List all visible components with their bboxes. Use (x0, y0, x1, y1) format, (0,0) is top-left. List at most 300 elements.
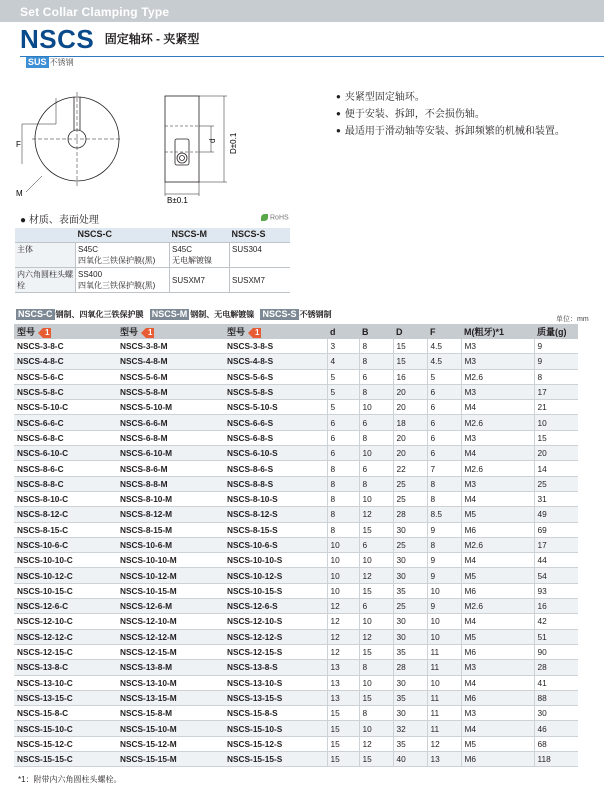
spec-cell: 9 (427, 522, 461, 537)
spec-cell: 8 (427, 537, 461, 552)
spec-cell: M6 (461, 644, 534, 659)
spec-cell: M6 (461, 752, 534, 767)
spec-cell: 10 (534, 415, 578, 430)
part-number-cell: NSCS-10-10-S (224, 553, 327, 568)
spec-cell: 4.5 (427, 339, 461, 354)
part-number-cell: NSCS-13-15-C (14, 690, 117, 705)
spec-cell: 30 (393, 553, 427, 568)
spec-cell: 12 (359, 736, 393, 751)
spec-cell: 15 (327, 721, 359, 736)
spec-cell: 13 (327, 675, 359, 690)
table-row (14, 721, 578, 736)
product-code: NSCS (20, 24, 95, 54)
part-number-cell: NSCS-10-15-C (14, 583, 117, 598)
feature-item: ● 最适用于滑动轴等安装、拆卸频繁的机械和装置。 (336, 126, 565, 137)
spec-cell: 6 (427, 430, 461, 445)
spec-cell: M4 (461, 614, 534, 629)
table-row (14, 491, 578, 506)
spec-cell: 8 (427, 476, 461, 491)
part-number-cell: NSCS-15-10-C (14, 721, 117, 736)
spec-cell: 12 (427, 736, 461, 751)
part-number-cell: NSCS-5-10-S (224, 400, 327, 415)
spec-cell: M3 (461, 660, 534, 675)
spec-cell: M4 (461, 553, 534, 568)
feature-list (336, 89, 565, 140)
spec-cell: 8 (427, 491, 461, 506)
spec-cell: 10 (327, 568, 359, 583)
spec-cell: 15 (359, 644, 393, 659)
spec-table: 型号 1 型号 1 型号 1 d B D F M(粗牙)*1 质量(g) NSCS-3-8-C NSCS-3-8-M NSCS-3-8-S 3 8 15 4.5 M3 9 NSCS-4-8-C NSCS-4-8-M NSCS-4-8-S 4 8 15 4.5 M3 9 NSCS-5-6-C NSCS-5-6-M NSCS-5-6-S 5 6 16 5 M2.6 8 NSCS-5-8-C NSCS-5-8-M NSCS-5-8-S 5 8 20 6 M3 17 NSCS-5-10-C NSCS-5-10-M NSCS-5-10-S 5 10 20 6 M4 21 NSCS-6-6-C NSCS-6-6-M NSCS-6-6-S 6 6 18 6 M2.6 10 NSCS-6-8-C NSCS-6-8-M NSCS-6-8-S 6 8 20 6 M3 15 NSCS-6-10-C NSCS-6-10-M NSCS-6-10-S 6 10 20 6 M4 20 NSCS-8-6-C NSCS-8-6-M NSCS-8-6-S 8 6 22 7 M2.6 14 NSCS-8-8-C NSCS-8-8-M NSCS-8-8-S 8 8 25 8 M3 25 NSCS-8-10-C NSCS-8-10-M NSCS-8-10-S 8 10 25 8 M4 31 NSCS-8-12-C NSCS-8-12-M NSCS-8-12-S 8 12 28 8.5 M5 49 NSCS-8-15-C NSCS-8-15-M NSCS-8-15-S 8 15 30 9 M6 69 NSCS-10-6-C NSCS-10-6-M NSCS-10-6-S 10 6 25 8 M2.6 17 NSCS-10-10-C NSCS-10-10-M NSCS-10-10-S 10 10 30 9 M4 44 NSCS-10-12-C NSCS-10-12-M NSCS-10-12-S 10 12 30 9 M5 54 NSCS-10-15-C NSCS-10-15-M NSCS-10-15-S 10 15 35 10 M6 93 NSCS-12-6-C NSCS-12-6-M NSCS-12-6-S 12 6 25 9 M2.6 16 NSCS-12-10-C NSCS-12-10-M NSCS-12-10-S 12 10 30 10 M4 42 NSCS-12-12-C NSCS-12-12-M NSCS-12-12-S 12 12 30 10 M5 51 NSCS-12-15-C NSCS-12-15-M NSCS-12-15-S 12 15 35 11 M6 90 NSCS-13-8-C NSCS-13-8-M NSCS-13-8-S 13 8 28 11 M3 28 NSCS-13-10-C NSCS-13-10-M NSCS-13-10-S 13 10 30 10 M4 41 NSCS-13-15-C NSCS-13-15-M NSCS-13-15-S 13 15 35 11 M6 88 NSCS-15-8-C NSCS-15-8-M NSCS-15-8-S 15 8 30 11 M3 30 NSCS-15-10-C NSCS-15-10-M NSCS-15-10-S 15 10 32 11 M4 46 NSCS-15-12-C NSCS-15-12-M NSCS-15-12-S 15 12 35 12 M5 68 NSCS-15-15-C NSCS-15-15-M NSCS-15-15-S 15 15 40 13 M6 118 (14, 324, 578, 767)
part-number-cell: NSCS-12-15-S (224, 644, 327, 659)
spec-cell: 7 (427, 461, 461, 476)
part-number-cell: NSCS-15-12-S (224, 736, 327, 751)
spec-cell: M3 (461, 430, 534, 445)
part-number-cell: NSCS-5-10-C (14, 400, 117, 415)
part-number-cell: NSCS-15-10-M (117, 721, 224, 736)
spec-cell: 5 (327, 400, 359, 415)
spec-cell: 20 (393, 384, 427, 399)
table-row (14, 461, 578, 476)
spec-cell: 90 (534, 644, 578, 659)
table-row (14, 400, 578, 415)
spec-cell: M3 (461, 339, 534, 354)
part-number-cell: NSCS-12-6-C (14, 599, 117, 614)
part-number-cell: NSCS-8-15-M (117, 522, 224, 537)
spec-cell: 4.5 (427, 354, 461, 369)
spec-cell: 6 (327, 446, 359, 461)
spec-cell: 6 (427, 400, 461, 415)
part-number-cell: NSCS-5-8-M (117, 384, 224, 399)
part-number-cell: NSCS-12-6-M (117, 599, 224, 614)
part-number-cell: NSCS-8-6-S (224, 461, 327, 476)
table-row (14, 507, 578, 522)
spec-cell: M6 (461, 522, 534, 537)
spec-cell: 15 (359, 752, 393, 767)
part-number-cell: NSCS-5-6-S (224, 369, 327, 384)
table-row (14, 430, 578, 445)
spec-cell: M3 (461, 706, 534, 721)
part-number-cell: NSCS-6-6-S (224, 415, 327, 430)
spec-cell: 6 (359, 599, 393, 614)
spec-cell: 15 (359, 690, 393, 705)
part-number-cell: NSCS-6-8-C (14, 430, 117, 445)
spec-cell: 15 (393, 339, 427, 354)
spec-cell: M5 (461, 629, 534, 644)
spec-cell: M5 (461, 568, 534, 583)
spec-cell: 12 (359, 629, 393, 644)
spec-cell: 15 (359, 522, 393, 537)
spec-cell: 12 (327, 629, 359, 644)
spec-cell: 21 (534, 400, 578, 415)
spec-cell: 46 (534, 721, 578, 736)
part-number-cell: NSCS-6-10-M (117, 446, 224, 461)
spec-cell: 28 (393, 660, 427, 675)
spec-cell: 30 (393, 706, 427, 721)
part-number-cell: NSCS-10-12-M (117, 568, 224, 583)
spec-cell: 5 (327, 369, 359, 384)
spec-cell: 30 (393, 675, 427, 690)
spec-cell: 10 (327, 553, 359, 568)
part-number-cell: NSCS-12-10-C (14, 614, 117, 629)
part-number-cell: NSCS-13-15-M (117, 690, 224, 705)
spec-cell: 25 (534, 476, 578, 491)
table-row (14, 599, 578, 614)
label-m: M (16, 189, 23, 198)
part-number-cell: NSCS-10-12-C (14, 568, 117, 583)
part-number-cell: NSCS-4-8-C (14, 354, 117, 369)
part-number-cell: NSCS-13-8-C (14, 660, 117, 675)
spec-cell: 6 (359, 369, 393, 384)
part-number-cell: NSCS-5-10-M (117, 400, 224, 415)
spec-cell: 10 (427, 614, 461, 629)
part-number-cell: NSCS-10-10-M (117, 553, 224, 568)
spec-cell: M2.6 (461, 537, 534, 552)
spec-cell: 10 (327, 583, 359, 598)
spec-cell: 41 (534, 675, 578, 690)
spec-cell: 14 (534, 461, 578, 476)
part-number-cell: NSCS-8-15-S (224, 522, 327, 537)
spec-cell: M2.6 (461, 369, 534, 384)
part-number-cell: NSCS-5-6-C (14, 369, 117, 384)
spec-cell: M5 (461, 736, 534, 751)
spec-cell: 9 (427, 553, 461, 568)
spec-cell: M5 (461, 507, 534, 522)
part-number-cell: NSCS-10-12-S (224, 568, 327, 583)
part-number-cell: NSCS-12-10-M (117, 614, 224, 629)
spec-cell: M6 (461, 583, 534, 598)
leaf-icon (261, 214, 268, 221)
spec-cell: 30 (393, 614, 427, 629)
spec-cell: 8 (327, 507, 359, 522)
header-band (0, 0, 604, 22)
spec-cell: 16 (534, 599, 578, 614)
spec-cell: 10 (427, 629, 461, 644)
spec-cell: 30 (534, 706, 578, 721)
part-number-cell: NSCS-10-6-M (117, 537, 224, 552)
part-number-cell: NSCS-15-10-S (224, 721, 327, 736)
spec-cell: 5 (327, 384, 359, 399)
spec-cell: 88 (534, 690, 578, 705)
table-row (14, 339, 578, 354)
spec-cell: 13 (327, 660, 359, 675)
spec-cell: 30 (393, 522, 427, 537)
spec-cell: M4 (461, 675, 534, 690)
spec-cell: 93 (534, 583, 578, 598)
part-number-cell: NSCS-3-8-C (14, 339, 117, 354)
sus-badge-label: 不锈钢 (49, 58, 74, 67)
spec-cell: 20 (534, 446, 578, 461)
spec-cell: M4 (461, 491, 534, 506)
spec-cell: 13 (427, 752, 461, 767)
part-number-cell: NSCS-6-6-C (14, 415, 117, 430)
spec-cell: 8 (327, 522, 359, 537)
spec-cell: 6 (359, 461, 393, 476)
spec-cell: 6 (359, 537, 393, 552)
material-table: NSCS-C NSCS-M NSCS-S 主体 S45C 四氧化三铁保护膜(黑) S45C 无电解镀镍 SUS304 内六角圆柱头螺栓 SS400 四氧化三铁保护膜(黑) SUSXM7 SUSXM7 (15, 228, 290, 293)
spec-cell: 30 (393, 629, 427, 644)
part-number-cell: NSCS-13-10-S (224, 675, 327, 690)
spec-cell: 20 (393, 430, 427, 445)
feature-item: ● 便于安装、拆卸，不会损伤轴。 (336, 109, 485, 120)
spec-cell: 10 (359, 614, 393, 629)
spec-cell: 15 (534, 430, 578, 445)
part-number-cell: NSCS-10-15-S (224, 583, 327, 598)
spec-cell: 8 (359, 339, 393, 354)
spec-cell: 25 (393, 599, 427, 614)
spec-cell: M3 (461, 354, 534, 369)
part-number-cell: NSCS-15-8-M (117, 706, 224, 721)
part-number-cell: NSCS-8-8-C (14, 476, 117, 491)
spec-cell: 9 (427, 599, 461, 614)
part-number-cell: NSCS-13-15-S (224, 690, 327, 705)
spec-cell: M6 (461, 690, 534, 705)
part-number-cell: NSCS-15-15-S (224, 752, 327, 767)
spec-cell: 35 (393, 736, 427, 751)
label-d: d (208, 138, 217, 143)
part-number-cell: NSCS-8-10-M (117, 491, 224, 506)
product-name: 固定轴环 - 夹紧型 (104, 32, 200, 46)
part-number-cell: NSCS-15-12-M (117, 736, 224, 751)
part-number-cell: NSCS-10-6-C (14, 537, 117, 552)
spec-cell: 69 (534, 522, 578, 537)
spec-cell: 30 (393, 568, 427, 583)
part-number-cell: NSCS-12-12-S (224, 629, 327, 644)
part-number-cell: NSCS-12-12-C (14, 629, 117, 644)
table-row (14, 629, 578, 644)
part-number-cell: NSCS-8-10-S (224, 491, 327, 506)
part-number-cell: NSCS-6-10-C (14, 446, 117, 461)
spec-cell: 15 (327, 752, 359, 767)
spec-cell: 10 (359, 721, 393, 736)
spec-cell: 12 (327, 599, 359, 614)
part-number-cell: NSCS-5-8-S (224, 384, 327, 399)
spec-cell: 8 (359, 354, 393, 369)
spec-cell: 10 (359, 400, 393, 415)
table-row (14, 752, 578, 767)
table-row (14, 583, 578, 598)
spec-cell: 12 (327, 644, 359, 659)
spec-cell: 28 (393, 507, 427, 522)
spec-cell: 6 (327, 415, 359, 430)
spec-cell: M2.6 (461, 599, 534, 614)
part-number-cell: NSCS-13-8-S (224, 660, 327, 675)
spec-cell: 8 (359, 384, 393, 399)
footnote: *1：附带内六角圆柱头螺栓。 (18, 775, 122, 784)
table-row (14, 369, 578, 384)
spec-cell: 15 (393, 354, 427, 369)
part-number-cell: NSCS-4-8-M (117, 354, 224, 369)
spec-cell: 12 (327, 614, 359, 629)
spec-cell: 8 (359, 476, 393, 491)
spec-cell: 10 (359, 446, 393, 461)
spec-cell: 17 (534, 384, 578, 399)
spec-cell: M2.6 (461, 461, 534, 476)
table-row (14, 476, 578, 491)
part-number-cell: NSCS-12-15-M (117, 644, 224, 659)
spec-cell: 11 (427, 690, 461, 705)
part-number-cell: NSCS-8-6-C (14, 461, 117, 476)
part-number-cell: NSCS-12-15-C (14, 644, 117, 659)
spec-cell: 10 (359, 491, 393, 506)
sus-badge-code: SUS (28, 57, 47, 67)
spec-cell: 3 (327, 339, 359, 354)
spec-cell: 11 (427, 660, 461, 675)
part-number-cell: NSCS-12-12-M (117, 629, 224, 644)
table-row (14, 614, 578, 629)
table-row (14, 384, 578, 399)
table-row (14, 690, 578, 705)
part-number-cell: NSCS-8-12-C (14, 507, 117, 522)
part-number-cell: NSCS-3-8-M (117, 339, 224, 354)
spec-cell: 49 (534, 507, 578, 522)
part-number-cell: NSCS-13-10-M (117, 675, 224, 690)
spec-cell: 17 (534, 537, 578, 552)
table-row (14, 415, 578, 430)
part-number-cell: NSCS-8-8-S (224, 476, 327, 491)
spec-cell: M4 (461, 400, 534, 415)
spec-cell: 8 (327, 476, 359, 491)
product-type: Set Collar Clamping Type (20, 5, 170, 19)
table-row (14, 354, 578, 369)
part-number-cell: NSCS-6-8-M (117, 430, 224, 445)
feature-item: ● 夹紧型固定轴环。 (336, 92, 425, 103)
part-number-cell: NSCS-8-10-C (14, 491, 117, 506)
label-f: F (16, 140, 21, 149)
spec-cell: 12 (359, 507, 393, 522)
part-number-cell: NSCS-10-10-C (14, 553, 117, 568)
part-number-cell: NSCS-10-15-M (117, 583, 224, 598)
rohs-mark: RoHS (261, 214, 289, 221)
spec-cell: 6 (427, 415, 461, 430)
spec-cell: M2.6 (461, 415, 534, 430)
spec-cell: 35 (393, 644, 427, 659)
spec-cell: 51 (534, 629, 578, 644)
part-number-cell: NSCS-13-10-C (14, 675, 117, 690)
table-row (14, 736, 578, 751)
spec-cell: 54 (534, 568, 578, 583)
part-number-cell: NSCS-15-15-M (117, 752, 224, 767)
spec-cell: M4 (461, 446, 534, 461)
spec-cell: 13 (327, 690, 359, 705)
table-row (14, 568, 578, 583)
part-number-cell: NSCS-15-12-C (14, 736, 117, 751)
spec-cell: 8 (359, 430, 393, 445)
title-underline (20, 56, 604, 57)
table-row (14, 446, 578, 461)
part-number-cell: NSCS-12-10-S (224, 614, 327, 629)
spec-cell: 8 (534, 369, 578, 384)
spec-cell: 25 (393, 537, 427, 552)
part-number-cell: NSCS-8-8-M (117, 476, 224, 491)
spec-cell: 10 (327, 537, 359, 552)
part-number-cell: NSCS-6-10-S (224, 446, 327, 461)
spec-cell: M4 (461, 721, 534, 736)
spec-cell: 8 (327, 491, 359, 506)
part-number-cell: NSCS-4-8-S (224, 354, 327, 369)
spec-cell: 15 (327, 736, 359, 751)
spec-cell: 11 (427, 721, 461, 736)
part-number-cell: NSCS-5-6-M (117, 369, 224, 384)
spec-cell: 9 (534, 339, 578, 354)
technical-drawing (12, 84, 252, 204)
part-number-cell: NSCS-13-8-M (117, 660, 224, 675)
material-badge (26, 57, 74, 68)
table-row (14, 553, 578, 568)
spec-cell: 8 (359, 706, 393, 721)
part-number-cell: NSCS-3-8-S (224, 339, 327, 354)
page-title (20, 24, 199, 60)
table-row (14, 644, 578, 659)
table-row (14, 675, 578, 690)
table-row (14, 537, 578, 552)
spec-cell: 44 (534, 553, 578, 568)
spec-cell: 68 (534, 736, 578, 751)
spec-cell: 118 (534, 752, 578, 767)
spec-cell: 10 (427, 583, 461, 598)
label-B: B±0.1 (167, 196, 188, 204)
spec-cell: 8 (327, 461, 359, 476)
spec-cell: 31 (534, 491, 578, 506)
spec-cell: 4 (327, 354, 359, 369)
spec-cell: 25 (393, 491, 427, 506)
spec-cell: 15 (327, 706, 359, 721)
part-number-cell: NSCS-5-8-C (14, 384, 117, 399)
part-number-cell: NSCS-6-8-S (224, 430, 327, 445)
spec-cell: 28 (534, 660, 578, 675)
type-legend: NSCS-C 钢制、四氧化三铁保护膜 NSCS-M 钢制、无电解镀镍 NSCS-S 不锈钢制 (18, 309, 332, 319)
spec-cell: 25 (393, 476, 427, 491)
spec-cell: 11 (427, 706, 461, 721)
spec-cell: 42 (534, 614, 578, 629)
spec-cell: 8 (359, 660, 393, 675)
spec-cell: 8.5 (427, 507, 461, 522)
spec-cell: 11 (427, 644, 461, 659)
spec-cell: 10 (359, 675, 393, 690)
spec-cell: 9 (427, 568, 461, 583)
material-title: ● 材质、表面处理 (20, 215, 99, 226)
table-row (14, 706, 578, 721)
spec-cell: M3 (461, 384, 534, 399)
spec-cell: 16 (393, 369, 427, 384)
spec-cell: 5 (427, 369, 461, 384)
table-row (14, 660, 578, 675)
spec-cell: 35 (393, 690, 427, 705)
label-D: D±0.1 (229, 132, 238, 154)
spec-cell: 10 (427, 675, 461, 690)
spec-cell: 35 (393, 583, 427, 598)
spec-cell: 22 (393, 461, 427, 476)
part-number-cell: NSCS-15-15-C (14, 752, 117, 767)
part-number-cell: NSCS-8-15-C (14, 522, 117, 537)
part-number-cell: NSCS-8-12-S (224, 507, 327, 522)
spec-cell: 9 (534, 354, 578, 369)
spec-cell: 6 (359, 415, 393, 430)
spec-cell: 32 (393, 721, 427, 736)
spec-cell: 15 (359, 583, 393, 598)
table-row (14, 522, 578, 537)
spec-cell: 6 (427, 384, 461, 399)
part-number-cell: NSCS-6-6-M (117, 415, 224, 430)
part-number-cell: NSCS-15-8-C (14, 706, 117, 721)
spec-cell: 12 (359, 568, 393, 583)
spec-cell: 40 (393, 752, 427, 767)
part-number-cell: NSCS-10-6-S (224, 537, 327, 552)
spec-cell: 20 (393, 446, 427, 461)
part-number-cell: NSCS-15-8-S (224, 706, 327, 721)
spec-cell: 18 (393, 415, 427, 430)
spec-cell: 20 (393, 400, 427, 415)
unit-label: 单位：mm (556, 316, 589, 323)
